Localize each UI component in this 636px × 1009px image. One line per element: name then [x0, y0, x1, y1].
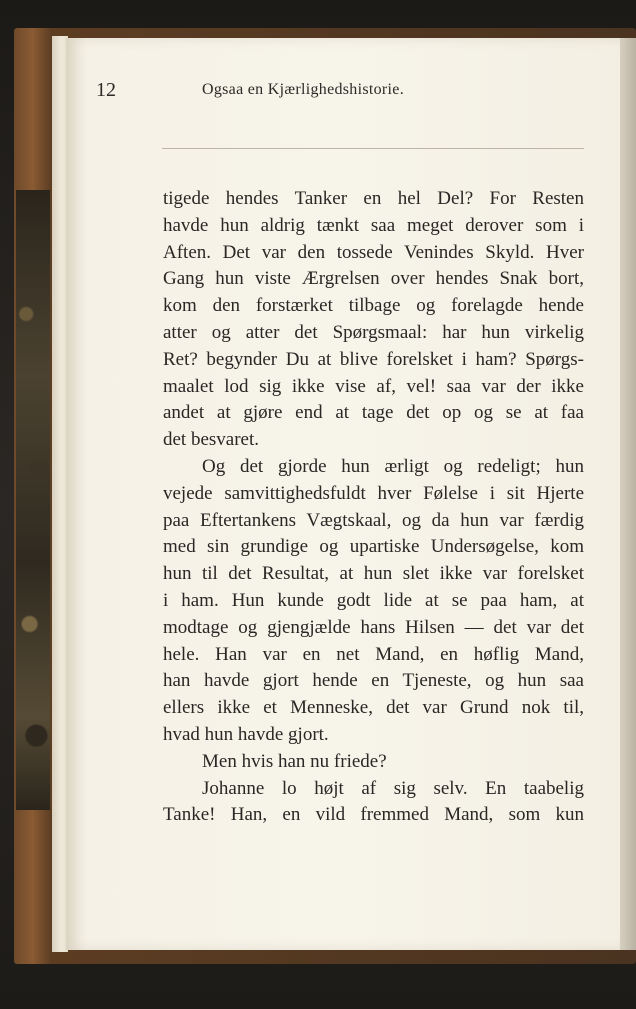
- page-number: 12: [96, 79, 116, 101]
- text-line: Men hvis han nu friede?: [202, 750, 387, 772]
- text-line: Ret? begynder Du at blive forelsket i ham? Spørgs-: [163, 348, 584, 370]
- text-line: kom den forstærket tilbage og forelagde hende: [163, 295, 584, 317]
- text-line: Tanke! Han, en vild fremmed Mand, som kun: [163, 804, 584, 826]
- text-line: Og det gjorde hun ærligt og redeligt; hun: [202, 455, 584, 477]
- text-line: han havde gjort hende en Tjeneste, og hun saa: [163, 670, 584, 692]
- running-head: Ogsaa en Kjærlighedshistorie.: [202, 81, 404, 98]
- text-line: atter og atter det Spørgsmaal: har hun virkelig: [163, 321, 584, 343]
- text-line: maalet lod sig ikke vise af, vel! saa var der ikke: [163, 375, 584, 397]
- text-line: i ham. Hun kunde godt lide at se paa ham, at: [163, 589, 584, 611]
- text-line: Aften. Det var den tossede Venindes Skyld. Hver: [163, 241, 584, 263]
- text-line: havde hun aldrig tænkt saa meget derover som i: [163, 214, 584, 236]
- text-line: modtage og gjengjælde hans Hilsen — det var det: [163, 616, 584, 638]
- page-fore-edge: [620, 38, 636, 950]
- text-line: paa Eftertankens Vægtskaal, og da hun var færdig: [163, 509, 584, 531]
- text-line: Johanne lo højt af sig selv. En taabelig: [202, 777, 584, 799]
- text-line: med sin grundige og upartiske Undersøgelse, kom: [163, 536, 584, 558]
- text-line: vejede samvittighedsfuldt hver Følelse i sit Hjerte: [163, 482, 584, 504]
- page-header: [96, 79, 516, 109]
- text-line: tigede hendes Tanker en hel Del? For Resten: [163, 188, 584, 209]
- text-line: hvad hun havde gjort.: [163, 723, 329, 745]
- body-text: [163, 186, 584, 829]
- marbled-endpaper: [16, 190, 50, 810]
- header-rule: [162, 148, 584, 149]
- text-line: hele. Han var en net Mand, en høflig Mand,: [163, 643, 584, 665]
- text-line: det besvaret.: [163, 429, 260, 451]
- text-line: andet at gjøre end at tage det op og se at faa: [163, 402, 584, 424]
- text-line: ellers ikke et Menneske, det var Grund nok til,: [163, 697, 584, 719]
- text-line: Gang hun viste Ærgrelsen over hendes Snak bort,: [163, 268, 584, 290]
- text-line: hun til det Resultat, at hun slet ikke var forelsket: [163, 563, 584, 585]
